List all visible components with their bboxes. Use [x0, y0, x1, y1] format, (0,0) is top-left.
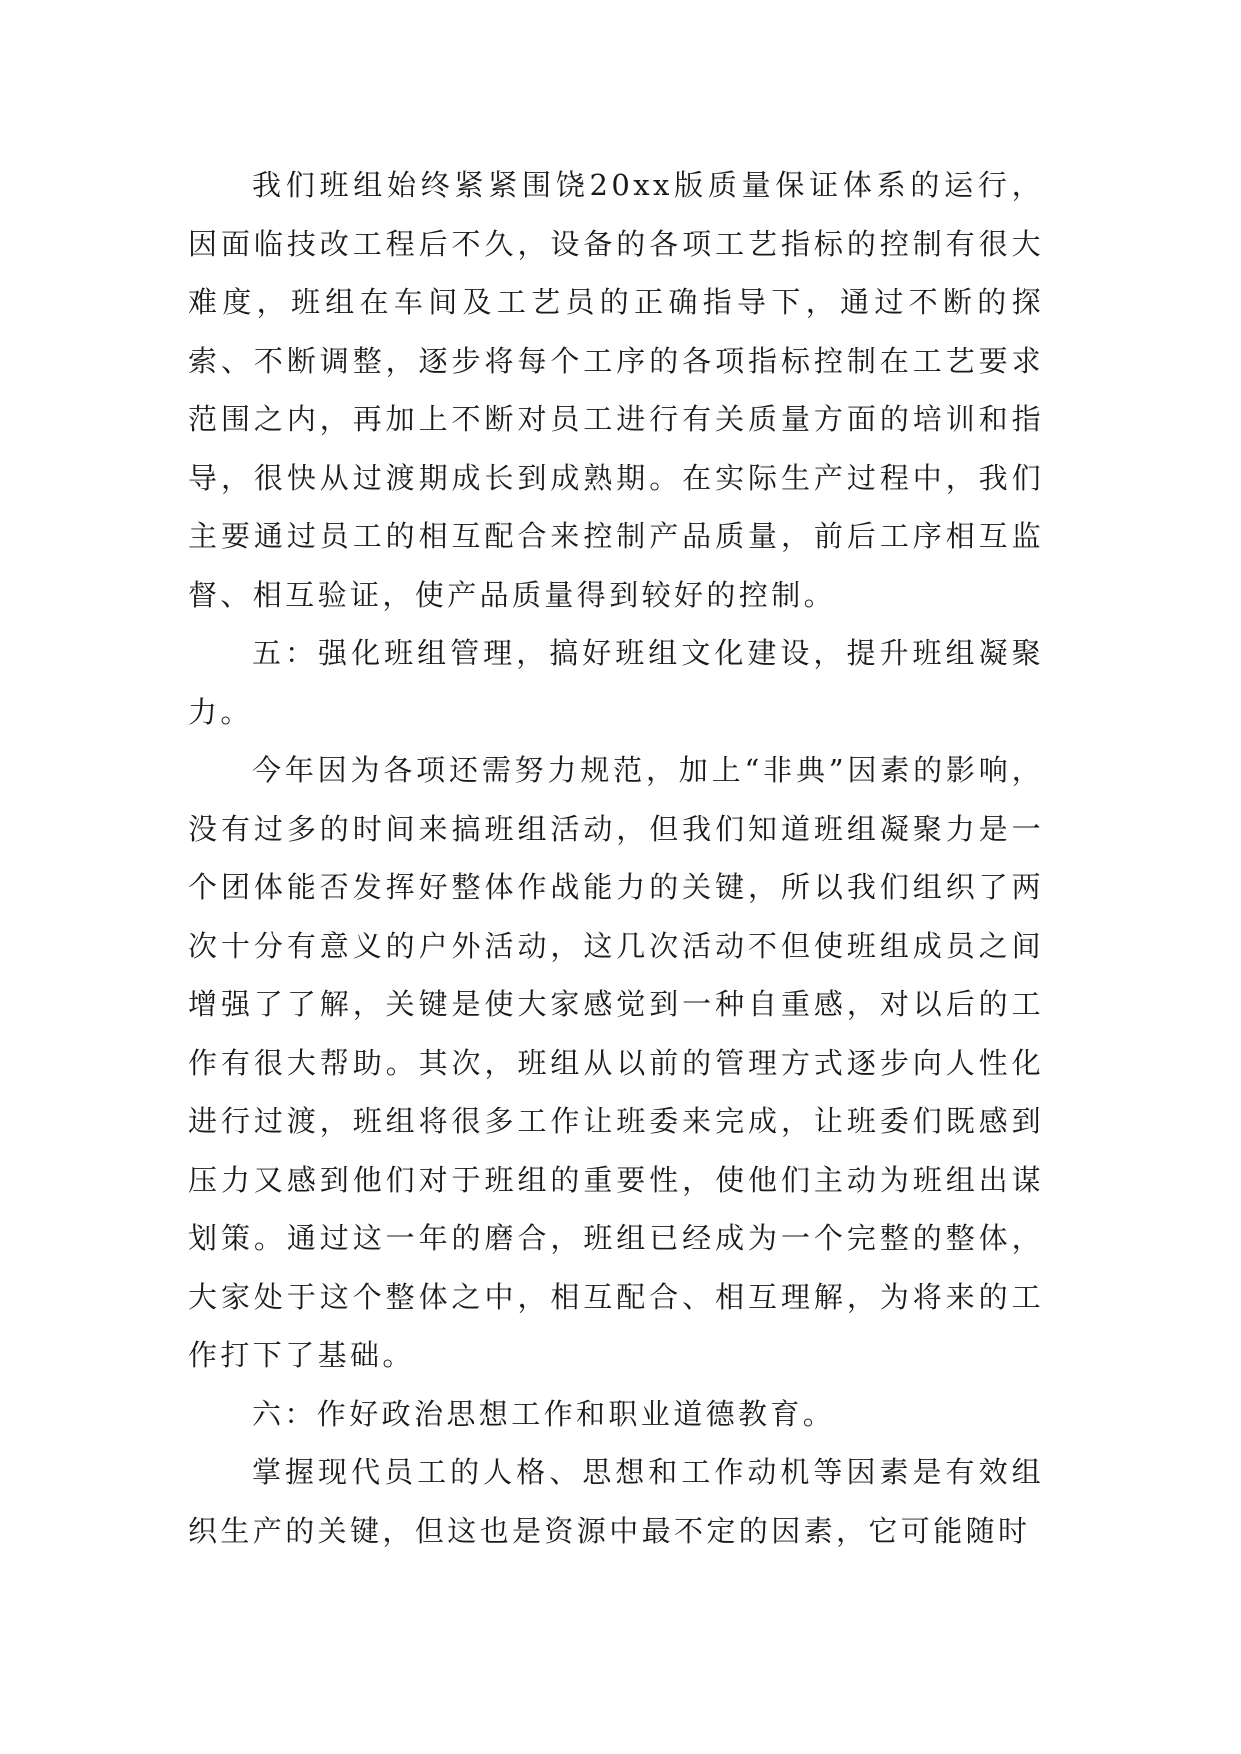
paragraph-employee-factors: 掌握现代员工的人格、思想和工作动机等因素是有效组织生产的关键，但这也是资源中最不定的因素，它可能随时 — [188, 1455, 1044, 1548]
section-heading-six: 六：作好政治思想工作和职业道德教育。 — [252, 1396, 836, 1431]
document-body — [188, 156, 1044, 1560]
paragraph-quality-assurance: 我们班组始终紧紧围饶20xx版质量保证体系的运行，因面临技改工程后不久，设备的各项工艺指标的控制有很大难度，班组在车间及工艺员的正确指导下，通过不断的探索、不断调整，逐步将每个工序的各项指标控制在工艺要求范围之内，再加上不断对员工进行有关质量方面的培训和指导，很快从过渡期成长到成熟期。在实际生产过程中，我们主要通过员工的相互配合来控制产品质量，前后工序相互监督、相互验证，使产品质量得到较好的控制。 — [188, 168, 1044, 612]
paragraph-team-cohesion: 今年因为各项还需努力规范，加上“非典”因素的影响，没有过多的时间来搞班组活动，但我们知道班组凝聚力是一个团体能否发挥好整体作战能力的关键，所以我们组织了两次十分有意义的户外活动，这几次活动不但使班组成员之间增强了了解，关键是使大家感觉到一种自重感，对以后的工作有很大帮助。其次，班组从以前的管理方式逐步向人性化进行过渡，班组将很多工作让班委来完成，让班委们既感到压力又感到他们对于班组的重要性，使他们主动为班组出谋划策。通过这一年的磨合，班组已经成为一个完整的整体，大家处于这个整体之中，相互配合、相互理解，为将来的工作打下了基础。 — [188, 753, 1044, 1372]
section-heading-five: 五：强化班组管理，搞好班组文化建设，提升班组凝聚力。 — [188, 636, 1044, 729]
